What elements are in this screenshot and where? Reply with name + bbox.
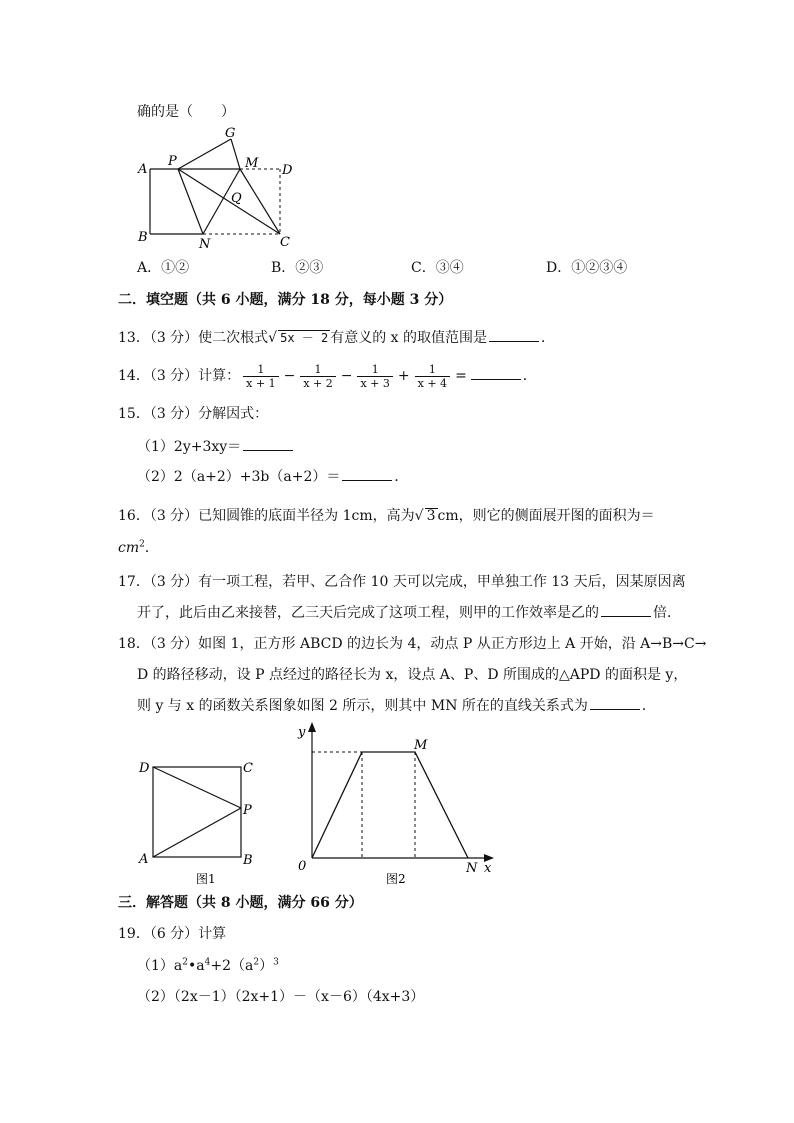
q18-line3 (137, 697, 656, 715)
q18-fig1-seg-DP (153, 767, 241, 808)
q18-figure-2 (290, 720, 505, 890)
q14-frac-4-den: x + 4 (417, 376, 448, 390)
q19-part1 (137, 957, 279, 975)
q18-fig2-y-arrow (308, 722, 316, 732)
q12-option-c: C．③④ (411, 260, 464, 276)
q18-fig1-label-B: B (243, 853, 253, 868)
q12-label-C: C (280, 235, 290, 250)
q19-title: 19．（6 分）计算 (118, 926, 227, 942)
q18-answer-blank (590, 697, 640, 710)
q18-fig2-label-origin: 0 (298, 859, 307, 874)
q12-seg-MC (240, 169, 280, 234)
q18-fig2-graph (312, 752, 468, 858)
q18-fig1-seg-AP (153, 808, 241, 857)
q14-frac-3-den: x + 3 (360, 376, 390, 390)
q17-line2 (137, 604, 681, 622)
q12-label-D: D (282, 163, 293, 178)
q18-fig1-label-C: C (243, 761, 253, 776)
q18-fig2-label-M: M (414, 738, 428, 753)
q17-end: 倍． (653, 605, 681, 621)
q18-end: ． (641, 698, 656, 714)
q12-seg-PG (178, 139, 231, 169)
q18-fig2-label-x: x (484, 861, 492, 876)
q16-line1-b: cm，则它的侧面展开图的面积为＝ (437, 508, 655, 524)
q14 (118, 359, 537, 393)
q12-label-P: P (168, 154, 177, 169)
q14-frac-2-den: x + 2 (303, 376, 333, 390)
q15-part1-text: （1）2y+3xy＝ (137, 439, 242, 455)
q12-label-N: N (199, 237, 211, 252)
q18-figure-1 (130, 752, 270, 892)
q16-line1 (118, 507, 655, 525)
q13-prefix: 13．（3 分）使二次根式 (118, 330, 269, 346)
q19-p1-b: •a (188, 958, 205, 974)
q12-label-A: A (138, 162, 148, 177)
q12-label-G: G (225, 126, 236, 141)
q12-option-a: A．①② (137, 260, 190, 276)
section3-title: 三．解答题（共 8 小题，满分 66 分） (118, 895, 363, 911)
q12-stem-tail: 确的是（ ） (137, 104, 235, 120)
q17-answer-blank (601, 604, 651, 617)
q18-line3-text: 则 y 与 x 的函数关系图象如图 2 所示，则其中 MN 所在的直线关系式为 (137, 698, 588, 714)
q12-seg-GM (231, 139, 240, 169)
q14-answer-blank (471, 367, 521, 380)
q18-fig1-label-D: D (139, 761, 150, 776)
q18-fig2-label-y: y (298, 725, 306, 740)
q14-frac-1-num: 1 (243, 363, 278, 377)
q12-label-M: M (245, 156, 259, 171)
q19-p1-c: +2（a (210, 958, 254, 974)
section2-title: 二．填空题（共 6 小题，满分 18 分，每小题 3 分） (118, 292, 453, 308)
q18-line2: D 的路径移动，设 P 点经过的路径长为 x，设点 A、P、D 所围成的△APD 的面积是 y， (137, 667, 688, 683)
q12-seg-PC (178, 169, 280, 234)
q14-op-4: = (455, 368, 467, 384)
q17-line1: 17．（3 分）有一项工程，若甲、乙合作 10 天可以完成，甲单独工作 13 天后，因某原因离 (118, 574, 686, 590)
q13-answer-blank (489, 329, 539, 342)
q12-figure (130, 122, 300, 252)
q14-op-1: − (283, 368, 296, 384)
q18-fig1-caption: 图1 (196, 872, 216, 886)
q14-frac-2-num: 1 (300, 363, 335, 377)
q14-op-3: + (397, 368, 410, 384)
q16-radicand: 3 (426, 508, 436, 524)
q12-option-d: D．①②③④ (546, 260, 628, 276)
q15-part1 (137, 438, 295, 456)
q18-fig1-label-A: A (139, 852, 149, 867)
q19-p1-d: ） (259, 958, 274, 974)
q18-fig1-square (153, 767, 241, 857)
q18-fig2-caption: 图2 (386, 872, 406, 886)
q13-sqrt-sign: √ (268, 330, 278, 346)
q16-line2 (118, 539, 159, 557)
q15-part2-text: （2）2（a+2）+3b（a+2）＝ (137, 469, 341, 485)
q19-p1-exp2: 4 (204, 957, 211, 968)
q19-p1-exp4: 3 (273, 957, 279, 968)
q15-part1-blank (243, 438, 293, 451)
q14-frac-3-num: 1 (357, 363, 392, 377)
q14-frac-1-den: x + 1 (246, 376, 276, 390)
q16-end: ． (144, 540, 159, 556)
q14-op-2: − (340, 368, 353, 384)
q15-part2-end: ． (394, 469, 409, 485)
q12-option-b: B．②③ (271, 260, 324, 276)
q13-radicand: 5x － 2 (280, 331, 329, 345)
q14-frac-1 (243, 363, 278, 390)
q14-frac-4 (415, 363, 450, 390)
q19-p1-exp1: 2 (182, 957, 188, 968)
q18-fig1-label-P: P (243, 803, 252, 818)
q16-line1-a: 16．（3 分）已知圆锥的底面半径为 1cm，高为 (118, 508, 415, 524)
q12-seg-PN (178, 169, 203, 234)
q14-frac-3 (357, 363, 392, 390)
q17-line2-text: 开了，此后由乙来接替，乙三天后完成了这项工程，则甲的工作效率是乙的 (137, 605, 599, 621)
q12-label-Q: Q (231, 191, 242, 206)
q18-line1: 18．（3 分）如图 1，正方形 ABCD 的边长为 4，动点 P 从正方形边上 A 开始，沿 A→B→C→ (118, 636, 707, 652)
q15-title: 15．（3 分）分解因式： (118, 406, 269, 422)
q16-sqrt-sign: √ (414, 508, 424, 524)
q19-part2: （2）（2x－1）（2x+1）－（x－6）（4x+3） (137, 989, 425, 1005)
q14-frac-2 (300, 363, 335, 390)
q16-unit-exp: 2 (139, 539, 145, 550)
q19-p1-exp3: 2 (253, 957, 260, 968)
q15-part2-blank (342, 468, 392, 481)
q13-end: ． (541, 330, 556, 346)
q18-fig2-label-N: N (466, 861, 478, 876)
q14-prefix: 14．（3 分）计算： (118, 368, 241, 384)
q13 (118, 329, 555, 347)
q13-suffix: 有意义的 x 的取值范围是 (330, 330, 488, 346)
q14-frac-4-num: 1 (415, 363, 450, 377)
q12-label-B: B (138, 230, 148, 245)
q19-p1-a: （1）a (137, 958, 183, 974)
q15-part2 (137, 468, 408, 486)
q14-end: ． (522, 368, 537, 384)
q16-unit: cm (118, 540, 140, 556)
